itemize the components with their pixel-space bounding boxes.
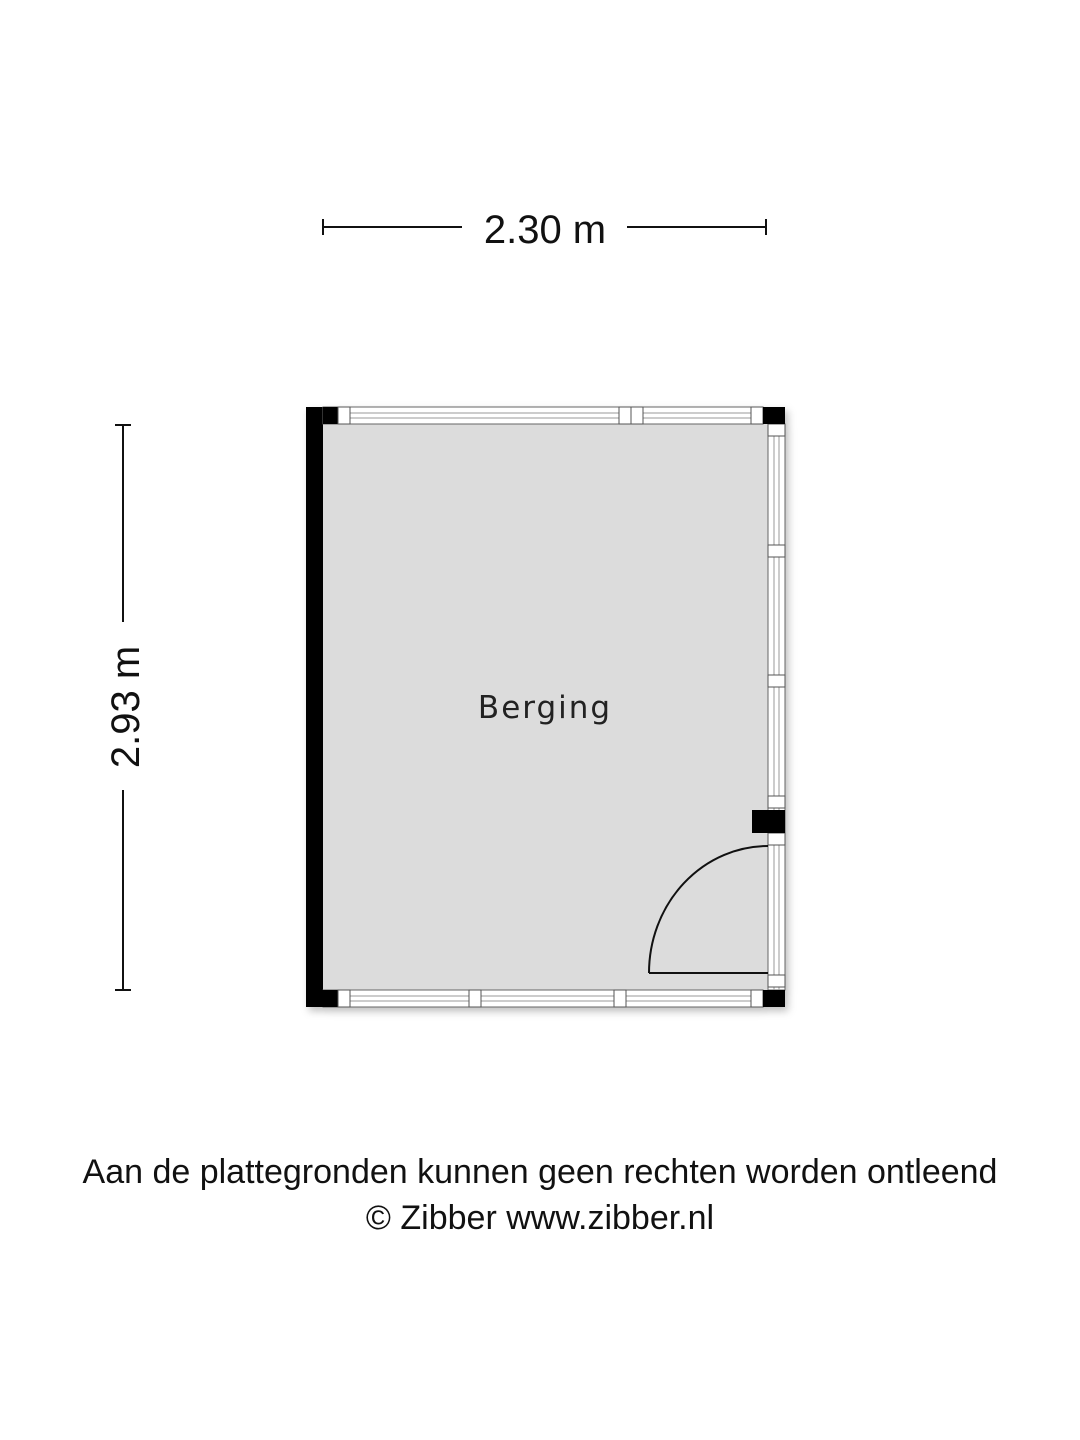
width-dimension-label: 2.30 m — [483, 208, 607, 252]
corner-post — [306, 990, 323, 1007]
room-label: Berging — [477, 690, 613, 726]
top-window-wall — [323, 407, 763, 424]
width-dimension — [323, 208, 766, 252]
corner-post — [763, 407, 785, 424]
disclaimer-text: Aan de plattegronden kunnen geen rechten worden ontleend — [82, 1153, 998, 1191]
bottom-window-wall — [323, 990, 763, 1007]
height-dimension-label: 2.93 m — [104, 645, 148, 769]
left-wall — [306, 407, 323, 1007]
corner-post — [763, 990, 785, 1007]
copyright-text: © Zibber www.zibber.nl — [365, 1199, 715, 1237]
height-dimension — [104, 425, 148, 990]
